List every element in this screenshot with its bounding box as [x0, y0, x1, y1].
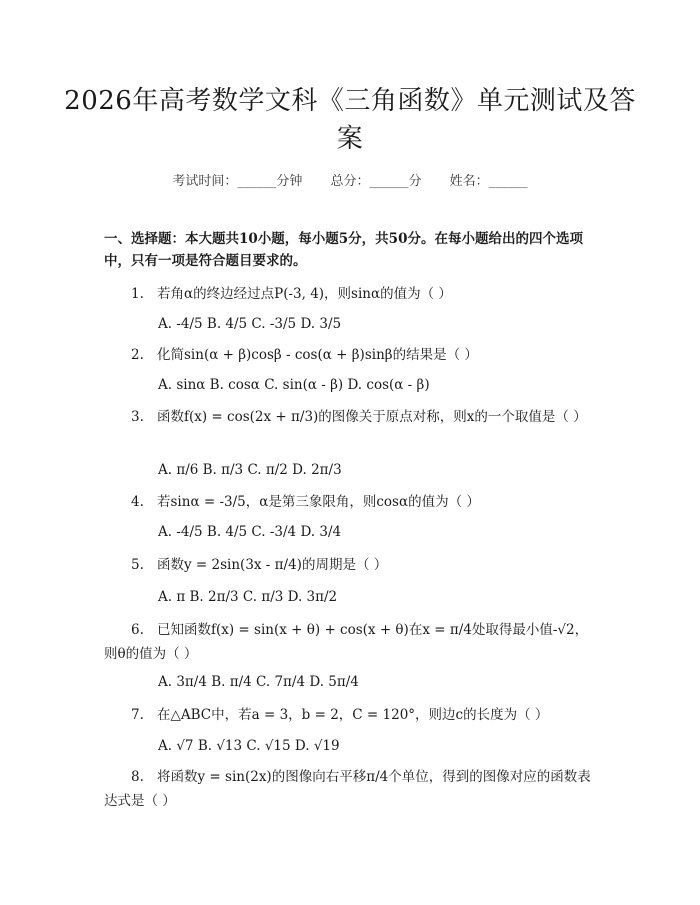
question — [104, 765, 600, 813]
question-number: 1. — [131, 286, 144, 302]
question-number: 4. — [131, 494, 144, 510]
question — [104, 553, 600, 577]
question-text: 已知函数f(x) = sin(x + θ) + cos(x + θ)在x = π/4处取得最小值-√2，则θ的值为（ ） — [104, 622, 589, 662]
question-text: 函数f(x) = cos(2x + π/3)的图像关于原点对称，则x的一个取值是（ ） — [157, 409, 587, 425]
exam-score: 总分：______分 — [330, 174, 422, 189]
question-options: A. √7 B. √13 C. √15 D. √19 — [158, 738, 340, 754]
question — [104, 618, 600, 666]
question-text: 在△ABC中，若a = 3，b = 2，C = 120°，则边c的长度为（ ） — [157, 707, 549, 723]
question-text: 函数y = 2sin(3x - π/4)的周期是（ ） — [157, 557, 388, 573]
question-number: 7. — [131, 707, 144, 723]
question-number: 2. — [131, 347, 144, 363]
page-title: 2026年高考数学文科《三角函数》单元测试及答案 — [64, 86, 636, 154]
question-number: 6. — [131, 622, 144, 638]
question-options: A. π/6 B. π/3 C. π/2 D. 2π/3 — [158, 462, 342, 478]
question — [104, 490, 600, 514]
exam-name: 姓名：______ — [449, 174, 528, 189]
question-text: 化简sin(α + β)cosβ - cos(α + β)sinβ的结果是（ ） — [157, 347, 478, 363]
question-number: 5. — [131, 557, 144, 573]
section-heading: 一、选择题：本大题共10小题，每小题5分，共50分。在每小题给出的四个选项中，只有一项是符合题目要求的。 — [104, 231, 583, 269]
question — [104, 282, 600, 306]
question-number: 8. — [131, 769, 144, 785]
question — [104, 405, 600, 429]
question-options: A. -4/5 B. 4/5 C. -3/4 D. 3/4 — [158, 524, 342, 540]
question-options: A. π B. 2π/3 C. π/3 D. 3π/2 — [158, 589, 338, 605]
question-options: A. -4/5 B. 4/5 C. -3/5 D. 3/5 — [158, 316, 342, 332]
question-text: 若sinα = -3/5，α是第三象限角，则cosα的值为（ ） — [157, 494, 480, 510]
question-options: A. sinα B. cosα C. sin(α - β) D. cos(α - β) — [158, 377, 430, 393]
question-number: 3. — [131, 409, 144, 425]
question-text: 若角α的终边经过点P(-3, 4)，则sinα的值为（ ） — [157, 286, 452, 302]
question — [104, 343, 600, 367]
exam-time: 考试时间：______分钟 — [172, 174, 303, 189]
question-options: A. 3π/4 B. π/4 C. 7π/4 D. 5π/4 — [158, 674, 359, 690]
question — [104, 703, 600, 727]
exam-meta — [0, 170, 700, 189]
question-text: 将函数y = sin(2x)的图像向右平移π/4个单位，得到的图像对应的函数表达式是（ ） — [104, 769, 591, 809]
